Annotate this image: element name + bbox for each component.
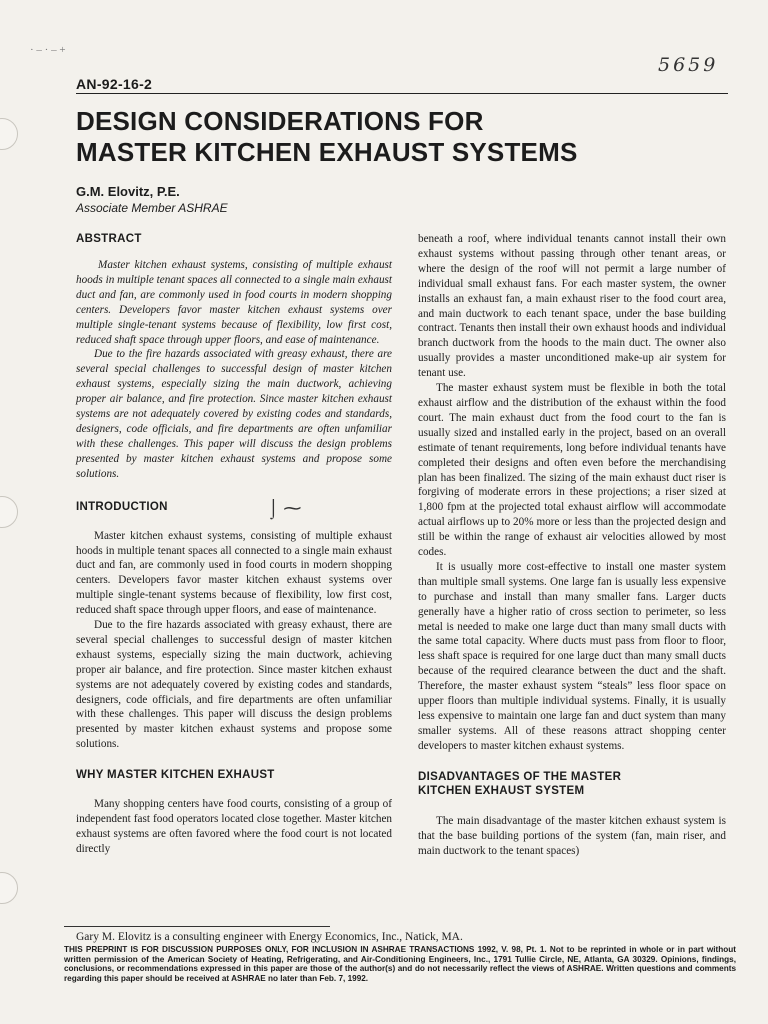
preprint-notice: THIS PREPRINT IS FOR DISCUSSION PURPOSES ONLY, FOR INCLUSION IN ASHRAE TRANSACTIONS 1992, V. 98, Pt. 1. Not to be reprinted in whole or in part without written permission of the American Society of Heating, Refrigerating, and Air-Conditioning Engineers, Inc., 1791 Tullie Circle, NE, Atlanta, GA 30329. Opinions, findings, conclusions, or recommendations expressed in this paper are those of the author(s) and do not necessarily reflect the views of ASHRAE. Written questions and comments regarding this paper should be received at ASHRAE no later than Feb. 7, 1992.: [64, 945, 736, 983]
header-rule: [76, 93, 728, 94]
title-line-1: DESIGN CONSIDERATIONS FOR: [76, 106, 484, 136]
paper-number: AN-92-16-2: [76, 76, 153, 92]
right-column: [418, 232, 726, 858]
introduction-paragraph-2: Due to the fire hazards associated with greasy exhaust, there are several special challenges to successful design of master kitchen exhaust systems, especially sizing the main ductwork, achieving proper air balance, and fire protection. Since master kitchen exhaust systems are not adequately covered by existing codes and standards, designers, code officials, and fire departments are often unfamiliar with these challenges. This paper will discuss the design problems presented by master kitchen exhaust systems and propose some solutions.: [76, 619, 392, 751]
disadvantages-heading: [418, 770, 726, 798]
punch-hole-top: [0, 118, 18, 150]
introduction-paragraph-1: Master kitchen exhaust systems, consisting of multiple exhaust hoods in multiple tenant spaces all connected to a single main exhaust duct and fan, are commonly used in food courts in modern shopping centers. Developers favor master kitchen exhaust systems over multiple single-tenant systems because of flexibility, low first cost, reduced shaft space through upper floors, and ease of maintenance.: [76, 529, 392, 617]
abstract-paragraph-2: Due to the fire hazards associated with greasy exhaust, there are several special challenges to successful design of master kitchen exhaust systems, especially sizing the main ductwork, achieving proper air balance, and fire protection. Since master kitchen exhaust systems are not adequately covered by existing codes and standards, designers, code officials, and fire departments are often unfamiliar with these challenges. This paper will discuss the design problems presented by master kitchen exhaust systems and propose some solutions.: [76, 348, 392, 480]
punch-hole-middle: [0, 496, 18, 528]
author-affiliation: Associate Member ASHRAE: [76, 201, 228, 215]
title-line-2: MASTER KITCHEN EXHAUST SYSTEMS: [76, 137, 578, 167]
introduction-heading: INTRODUCTION: [76, 500, 168, 513]
why-heading: WHY MASTER KITCHEN EXHAUST: [76, 769, 275, 782]
right-paragraph-3: It is usually more cost-effective to install one master system than multiple small systems. One large fan is usually less expensive to purchase and install than many smaller fans. Larger ducts generally have a higher ratio of cross section to perimeter, so less metal is needed to make one large duct than many small ducts with the same total capacity. Where ducts must pass from floor to floor, less shaft space is required for one large duct than many small ducts because of the required clearance between the duct and the shaft. Therefore, the master exhaust system “steals” less floor space on upper floors than multiple individual systems. Finally, it is usually less expensive to maintain one large fan and duct system than many smaller systems. All of these reasons attract shopping center developers to master kitchen exhaust systems.: [418, 560, 726, 752]
abstract-paragraph-1: Master kitchen exhaust systems, consisting of multiple exhaust hoods in multiple tenant spaces all connected to a single main exhaust duct and fan, are commonly used in food courts in modern shopping centers. Developers favor master kitchen exhaust systems over multiple single-tenant systems because of flexibility, low first cost, reduced shaft space through upper floors, and ease of maintenance.: [76, 259, 392, 346]
author-footnote: Gary M. Elovitz is a consulting engineer with Energy Economics, Inc., Natick, MA.: [76, 931, 463, 943]
handwritten-number: 5659: [658, 54, 719, 76]
right-paragraph-1: beneath a roof, where individual tenants cannot install their own exhaust systems without passing through other tenant areas, or where the design of the roof will not permit a large number of individual small exhaust fans. For each master system, the owner installs an exhaust fan, a main exhaust riser to the food court area, and main ductwork to each tenant space, under the base building contract. Tenants then install their own exhaust hoods and individual branch ductwork from the hoods to the main duct. The owner also usually provides a master unconditioned make-up air system for tenant use.: [418, 233, 726, 380]
disadvantages-paragraph-1: The main disadvantage of the master kitchen exhaust system is that the base building portions of the system (fan, main riser, and main ductwork to the tenant spaces): [418, 814, 726, 857]
scan-mark: · – · – +: [30, 44, 66, 56]
paper-title: [76, 106, 716, 168]
punch-hole-bottom: [0, 872, 18, 904]
left-column: [76, 232, 392, 857]
right-paragraph-2: The master exhaust system must be flexible in both the total exhaust airflow and the distribution of the exhaust within the food court. The main exhaust duct from the food court to the fan is usually sized and installed early in the project, based on an overall estimate of tenant requirements, long before individual tenants have completed their designs and often even before the merchandising plan has been finalized. The sizing of the main exhaust duct riser is forgiving of moderate errors in these projections; a riser sized at 1,800 fpm at the projected total exhaust airflow will accommodate actual airflows up to 20% more or less than the projected design and still be within the range of exhaust air velocities allowed by most codes.: [418, 382, 726, 559]
disadvantages-heading-line-2: KITCHEN EXHAUST SYSTEM: [418, 784, 585, 797]
abstract-heading: ABSTRACT: [76, 233, 142, 245]
handwritten-mark: ⌡ ⁓: [268, 498, 302, 518]
author-name: G.M. Elovitz, P.E.: [76, 184, 180, 199]
disadvantages-heading-line-1: DISADVANTAGES OF THE MASTER: [418, 770, 622, 783]
why-paragraph-1: Many shopping centers have food courts, consisting of a group of independent fast food operators located close together. Master kitchen exhaust systems are often favored where the food court is not located directly: [76, 798, 392, 855]
footnote-rule: [64, 926, 330, 927]
